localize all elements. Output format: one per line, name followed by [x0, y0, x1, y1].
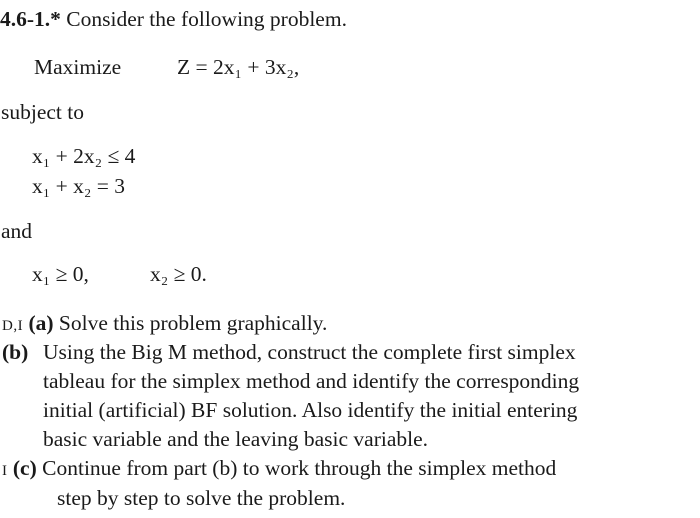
constraint-1: x₁ + 2x₂ ≤ 4 — [32, 144, 136, 168]
problem-header — [0, 9, 347, 31]
problem-intro: Consider the following problem. — [66, 7, 347, 31]
part-c-label: (c) — [12, 456, 37, 480]
part-a-line-1: Solve this problem graphically. — [58, 311, 328, 335]
part-a-label: (a) — [28, 311, 54, 335]
nonnegativity-x2: x₂ ≥ 0. — [150, 262, 207, 286]
part-a — [2, 313, 327, 335]
part-b-line-2: tableau for the simplex method and identify the corresponding — [43, 369, 580, 393]
part-a-tag: D,I — [2, 318, 24, 334]
part-c-tag: I — [2, 463, 8, 479]
part-c — [2, 458, 556, 480]
part-b-line-3: initial (artificial) BF solution. Also identify the initial entering — [43, 398, 578, 422]
objective-function — [177, 57, 299, 79]
objective-text: Z = 2x₁ + 3x₂, — [177, 55, 300, 79]
part-b-label: (b) — [2, 340, 29, 364]
problem-number: 4.6-1.* — [0, 7, 61, 31]
and-label: and — [1, 219, 33, 243]
part-b-line-1: Using the Big M method, construct the complete first simplex — [43, 340, 576, 364]
subject-to-label: subject to — [1, 100, 84, 124]
constraint-2: x₁ + x₂ = 3 — [32, 174, 125, 198]
part-c-line-2: step by step to solve the problem. — [57, 486, 346, 510]
part-c-line-1: Continue from part (b) to work through the simplex method — [42, 456, 557, 480]
maximize-label: Maximize — [34, 55, 122, 79]
part-b-line-4: basic variable and the leaving basic variable. — [43, 427, 429, 451]
nonnegativity-x1: x₁ ≥ 0, — [32, 262, 89, 286]
